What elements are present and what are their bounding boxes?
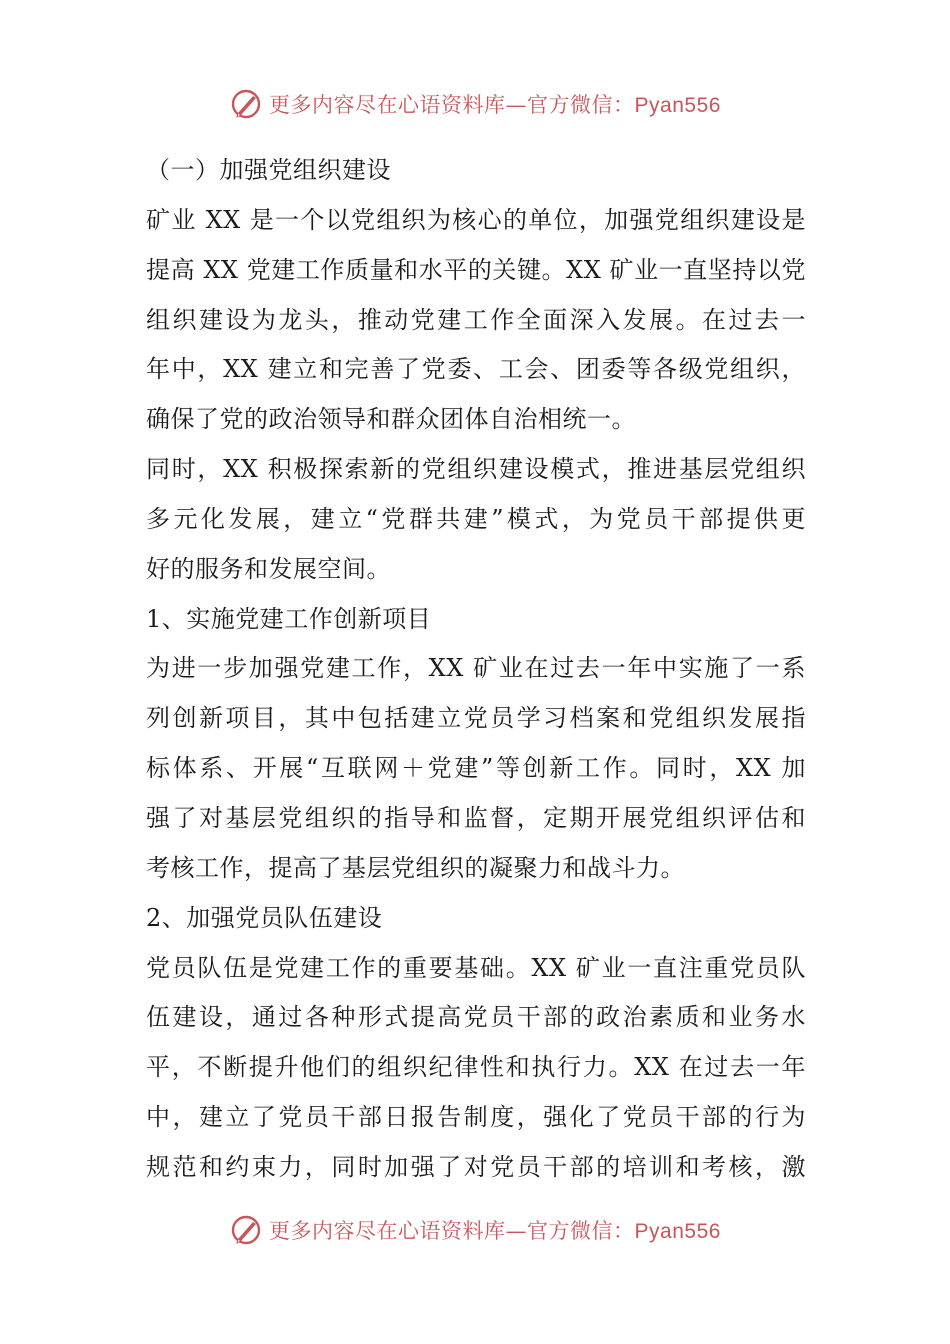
text-line: 2、加强党员队伍建设 <box>146 903 383 932</box>
text-line: 矿业 XX 是一个以党组织为核心的单位，加强党组织建设是 <box>146 205 806 234</box>
text-line: 列创新项目，其中包括建立党员学习档案和党组织发展指 <box>146 704 806 733</box>
text-line: 年中，XX 建立和完善了党委、工会、团委等各级党组织， <box>146 355 806 384</box>
text-line: 强了对基层党组织的指导和监督，定期开展党组织评估和 <box>146 803 806 832</box>
document-body <box>146 146 806 1193</box>
text-line: 规范和约束力，同时加强了对党员干部的培训和考核，激 <box>146 1152 806 1181</box>
text-line: 多元化发展，建立“党群共建”模式，为党员干部提供更 <box>146 504 806 533</box>
text-line: 中，建立了党员干部日报告制度，强化了党员干部的行为 <box>146 1103 806 1132</box>
text-line: 1、实施党建工作创新项目 <box>146 604 432 633</box>
text-line: 伍建设，通过各种形式提高党员干部的政治素质和业务水 <box>146 1003 806 1032</box>
pen-circle-icon <box>229 1213 263 1247</box>
text-line: 标体系、开展“互联网＋党建”等创新工作。同时，XX 加 <box>146 754 806 783</box>
banner-wechat: Pyan556 <box>634 1220 721 1243</box>
text-line: 组织建设为龙头，推动党建工作全面深入发展。在过去一 <box>146 305 806 334</box>
text-line: 考核工作，提高了基层党组织的凝聚力和战斗力。 <box>146 853 685 882</box>
text-line: 党员队伍是党建工作的重要基础。XX 矿业一直注重党员队 <box>146 953 806 982</box>
text-line: 为进一步加强党建工作，XX 矿业在过去一年中实施了一系 <box>146 654 806 683</box>
pen-circle-icon <box>229 87 263 121</box>
text-line: 同时，XX 积极探索新的党组织建设模式，推进基层党组织 <box>146 455 806 484</box>
banner-text <box>269 89 721 119</box>
text-line: 提高 XX 党建工作质量和水平的关键。XX 矿业一直坚持以党 <box>146 255 806 284</box>
text-line: 确保了党的政治领导和群众团体自治相统一。 <box>146 405 636 434</box>
header-banner <box>0 84 950 124</box>
banner-wechat: Pyan556 <box>634 94 721 117</box>
text-line: 好的服务和发展空间。 <box>146 554 391 583</box>
banner-label: 更多内容尽在心语资料库—官方微信： <box>269 1219 635 1243</box>
text-line: （一）加强党组织建设 <box>146 156 391 184</box>
text-line: 平，不断提升他们的组织纪律性和执行力。XX 在过去一年 <box>146 1053 806 1082</box>
banner-label: 更多内容尽在心语资料库—官方微信： <box>269 93 635 117</box>
footer-banner <box>0 1210 950 1250</box>
banner-text <box>269 1215 721 1245</box>
